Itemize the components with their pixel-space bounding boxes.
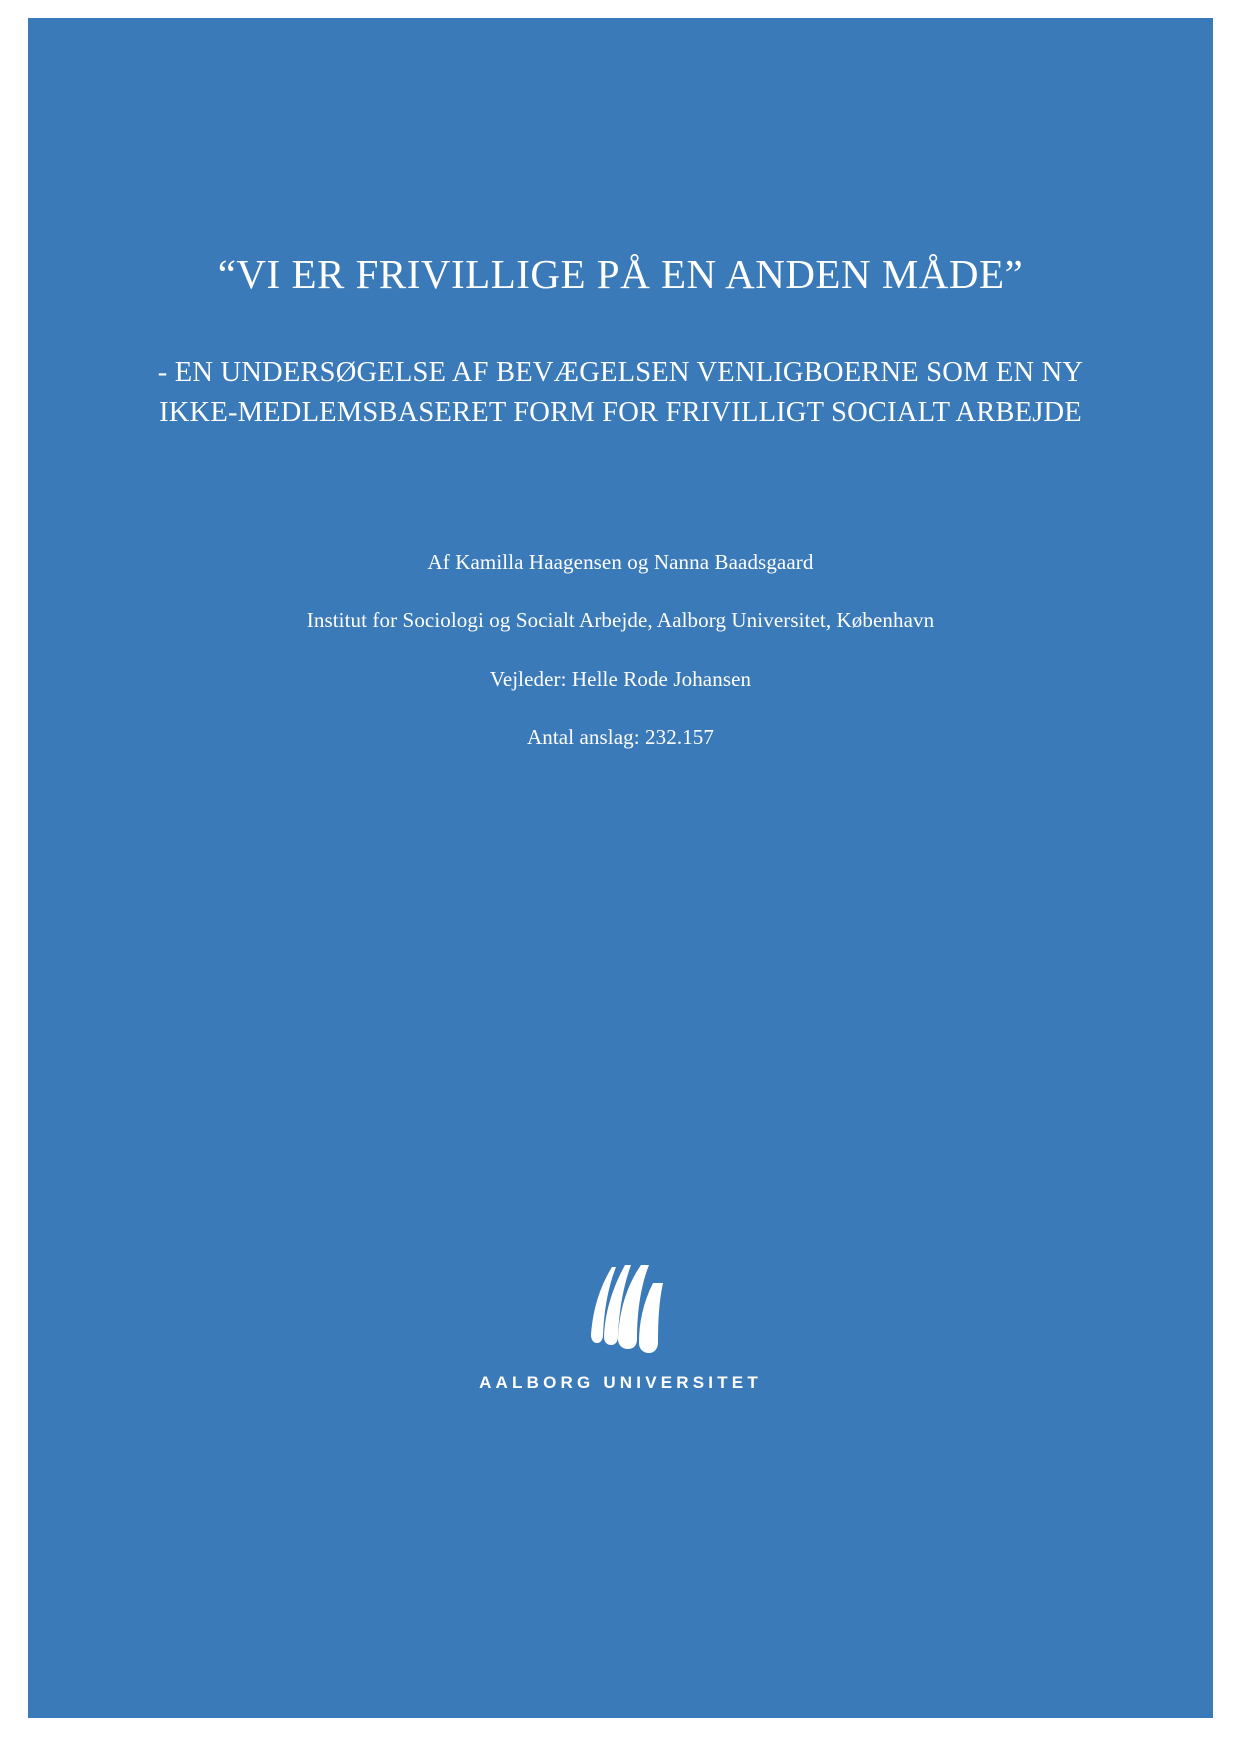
logo-block — [28, 1263, 1213, 1393]
page-subtitle: - EN UNDERSØGELSE AF BEVÆGELSEN VENLIGBOERNE SOM EN NY IKKE-MEDLEMSBASERET FORM FOR FRIVILLIGT SOCIALT ARBEJDE — [157, 357, 1084, 428]
institution-line: Institut for Sociologi og Socialt Arbejde, Aalborg Universitet, København — [306, 608, 935, 633]
supervisor-line: Vejleder: Helle Rode Johansen — [489, 666, 752, 691]
logo-text: AALBORG UNIVERSITET — [479, 1373, 762, 1392]
metadata-block — [28, 548, 1213, 751]
authors-line: Af Kamilla Haagensen og Nanna Baadsgaard — [427, 550, 814, 574]
title-block — [28, 250, 1213, 432]
cover-panel — [28, 18, 1213, 1718]
character-count-line: Antal anslag: 232.157 — [527, 725, 714, 750]
page-title: “VI ER FRIVILLIGE PÅ EN ANDEN MÅDE” — [217, 251, 1024, 297]
aalborg-university-flame-logo-icon — [571, 1263, 671, 1355]
